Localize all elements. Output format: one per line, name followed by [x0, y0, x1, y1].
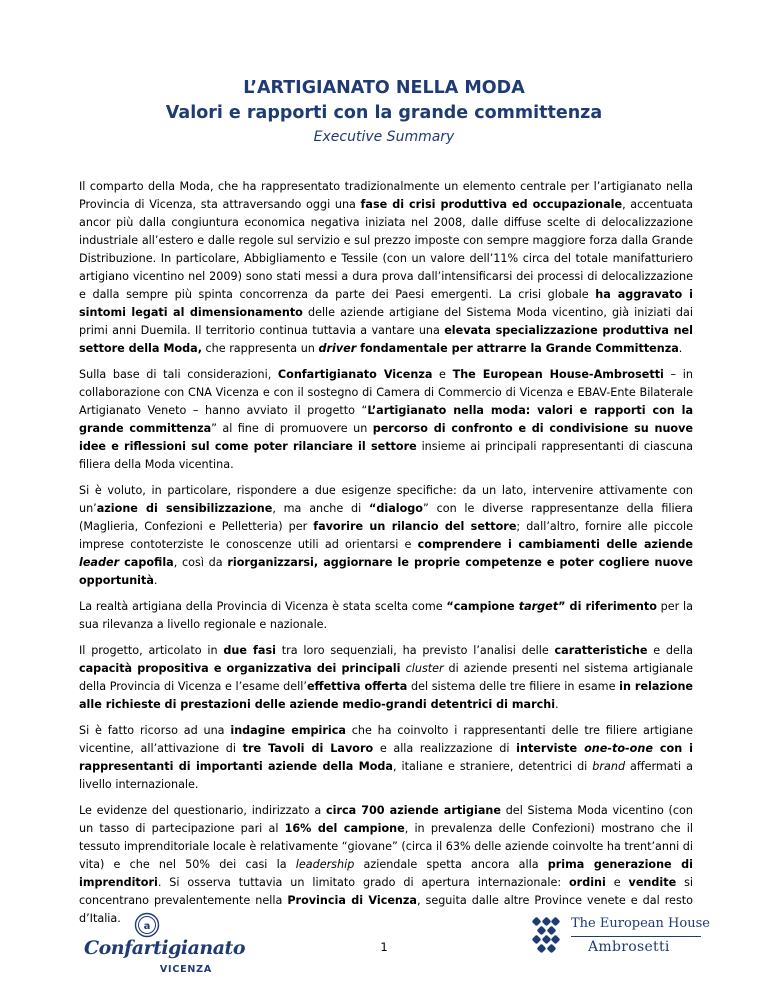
ambrosetti-emblem-icon [531, 915, 561, 955]
text-run: The European House-Ambrosetti [452, 368, 664, 381]
text-run: prima generazione di imprenditori [79, 858, 693, 889]
svg-text:a: a [143, 921, 151, 932]
confartigianato-logo-name: Confartigianato [84, 937, 245, 959]
document-title: L’ARTIGIANATO NELLA MODA [243, 78, 525, 98]
text-run: favorire un rilancio del settore [313, 520, 517, 533]
text-run: brand [592, 760, 626, 773]
text-run: caratteristiche [554, 644, 648, 657]
ambrosetti-logo-rule [571, 936, 701, 937]
paragraph [79, 482, 693, 590]
text-run: in relazione alle richieste di prestazioni delle aziende medio-grandi detentrici di marchi [79, 680, 693, 711]
text-run: target [518, 600, 559, 613]
text-run: Confartigianato Vicenza [277, 368, 433, 381]
text-run: insieme ai principali rappresentanti di ciascuna filiera della Moda vicentina. [79, 440, 693, 471]
text-run: elevata specializzazione produttiva nel settore della Moda, [79, 324, 693, 355]
text-run: Il progetto, articolato in [79, 644, 224, 657]
text-run: , ma anche di [272, 502, 370, 515]
paragraph [79, 598, 693, 634]
text-run: fase di crisi produttiva ed occupazionale [360, 198, 623, 211]
text-run: che ha coinvolto i rappresentanti delle tre filiere artigiane vicentine, all’attivazione di [79, 724, 693, 755]
text-run: . [678, 342, 683, 355]
text-run: leadership [295, 858, 355, 871]
text-run: ” al fine di promuovere un [211, 422, 373, 435]
text-run: aziendale spetta ancora alla [354, 858, 548, 871]
text-run: delle aziende artigiane del Sistema Moda vicentino, già iniziati dai primi anni Duemila. Il territorio continua tuttavia a vantare una [79, 306, 693, 337]
paragraph [79, 178, 693, 358]
text-run: “campione [446, 600, 519, 613]
text-run: ha aggravato i sintomi legati al dimensionamento [79, 288, 693, 319]
text-run: ” di riferimento [558, 600, 657, 613]
confartigianato-emblem-icon [134, 912, 160, 938]
text-run: effettiva offerta [306, 680, 408, 693]
text-run: e [605, 876, 629, 889]
text-run: leader [79, 556, 120, 569]
text-run: e della [647, 644, 693, 657]
paragraph [79, 642, 693, 714]
text-run: , italiane e straniere, detentrici di [392, 760, 593, 773]
text-run: interviste [516, 742, 585, 755]
document-subtitle-title: Valori e rapporti con la grande committenza [165, 103, 603, 123]
body-text [79, 178, 693, 936]
text-run: indagine empirica [230, 724, 346, 737]
text-run: azione di sensibilizzazione [96, 502, 273, 515]
ambrosetti-logo-line2: Ambrosetti [588, 939, 670, 955]
text-run: si concentrano prevalentemente nella [79, 876, 694, 907]
text-run: e alla realizzazione di [373, 742, 517, 755]
paragraph [79, 366, 693, 474]
text-run: capacità propositiva e organizzativa dei principali [79, 662, 406, 675]
text-run: Provincia di Vicenza [287, 894, 417, 907]
text-run: . Si osserva tuttavia un limitato grado di apertura internazionale: [157, 876, 569, 889]
text-run: – in collaborazione con CNA Vicenza e con il sostegno di Camera di Commercio di Vicenza e EBAV-Ente Bilaterale Artigianato Veneto – hanno avviato il progetto “ [79, 368, 693, 417]
european-house-ambrosetti-logo [531, 910, 711, 970]
text-run: driver [318, 342, 357, 355]
text-run: capofila [119, 556, 174, 569]
text-run: circa 700 aziende artigiane [325, 804, 501, 817]
text-run: due fasi [223, 644, 276, 657]
text-run: riorganizzarsi, aggiornare le proprie competenze e poter cogliere nuove opportunità [79, 556, 693, 587]
text-run: L’artigianato nella moda: valori e rapporti con la grande committenza [79, 404, 693, 435]
text-run: . [153, 574, 158, 587]
text-run: Il comparto della Moda, che ha rappresentato tradizionalmente un elemento centrale per l’artigianato nella Provincia di Vicenza, sta attraversando oggi una [79, 180, 693, 211]
confartigianato-logo-city: VICENZA [159, 964, 212, 975]
text-run: fondamentale per attrarre la Grande Committenza [356, 342, 679, 355]
text-run: vendite [628, 876, 677, 889]
text-run: , così da [173, 556, 228, 569]
confartigianato-logo [84, 912, 245, 984]
executive-summary-label: Executive Summary [313, 129, 455, 145]
ambrosetti-logo-line1: The European House [571, 916, 710, 931]
text-run: 16% del campione [284, 822, 405, 835]
text-run: La realtà artigiana della Provincia di Vicenza è stata scelta come [79, 600, 447, 613]
text-run: tra loro sequenziali, ha previsto l’analisi delle [275, 644, 555, 657]
text-run: con i rappresentanti di importanti aziende della Moda [79, 742, 693, 773]
text-run: del Sistema Moda vicentino (con un tasso di partecipazione pari al [79, 804, 693, 835]
text-run: che rappresenta un [201, 342, 319, 355]
text-run: cluster [405, 662, 444, 675]
text-run: comprendere i cambiamenti delle aziende [417, 538, 693, 551]
paragraph [79, 722, 693, 794]
text-run: . [555, 698, 559, 711]
text-run: e [432, 368, 453, 381]
text-run: ordini [569, 876, 606, 889]
text-run: , in prevalenza delle Confezioni) mostrano che il tessuto imprenditoriale locale è relativamente “giovane” (circa il 63% delle aziende coinvolte ha trent’anni di vita) e che nel 50% dei casi la [79, 822, 693, 871]
text-run: del sistema delle tre filiere in esame [407, 680, 620, 693]
text-run: , accentuata ancor più dalla congiuntura economica negativa iniziata nel 2008, dalle diffuse scelte di delocalizzazione industriale all’estero e dalle regole sul servizio e sul prezzo imposte con sempre maggiore forza dalla Grande Distribuzione. In particolare, Abbigliamento e Tessile (con un valore dell’11% circa del totale manifatturiero artigiano vicentino nel 2009) sono stati messi a dura prova dall’intensificarsi dei processi di delocalizzazione e dalla sempre più spinta concorrenza da parte dei Paesi emergenti. La crisi globale [79, 198, 693, 301]
text-run: di aziende presenti nel sistema artigianale della Provincia di Vicenza e l’esame dell’ [79, 662, 693, 693]
text-run: per la sua rilevanza a livello regionale e nazionale. [79, 600, 693, 631]
text-run: percorso di confronto e di condivisione su nuove idee e riflessioni sul come poter rilanciare il settore [79, 422, 693, 453]
text-run: , seguita dalle altre Province venete e dal resto d’Italia. [79, 894, 693, 925]
text-run: Si è fatto ricorso ad una [79, 724, 231, 737]
text-run: “dialogo [369, 502, 423, 515]
page-number: 1 [380, 940, 388, 954]
text-run: ; dall’altro, fornire alle piccole imprese contoterziste le conoscenze utili ad orientarsi e [79, 520, 693, 551]
text-run: tre Tavoli di Lavoro [242, 742, 374, 755]
text-run: one-to-one [584, 742, 653, 755]
text-run: affermati a livello internazionale. [79, 760, 694, 791]
text-run: ” con le diverse rappresentanze della filiera (Maglieria, Confezioni e Pelletteria) per [79, 502, 693, 533]
text-run: Sulla base di tali considerazioni, [79, 368, 278, 381]
text-run: Le evidenze del questionario, indirizzato a [79, 804, 326, 817]
text-run: Si è voluto, in particolare, rispondere a due esigenze specifiche: da un lato, intervenire attivamente con un’ [79, 484, 693, 515]
